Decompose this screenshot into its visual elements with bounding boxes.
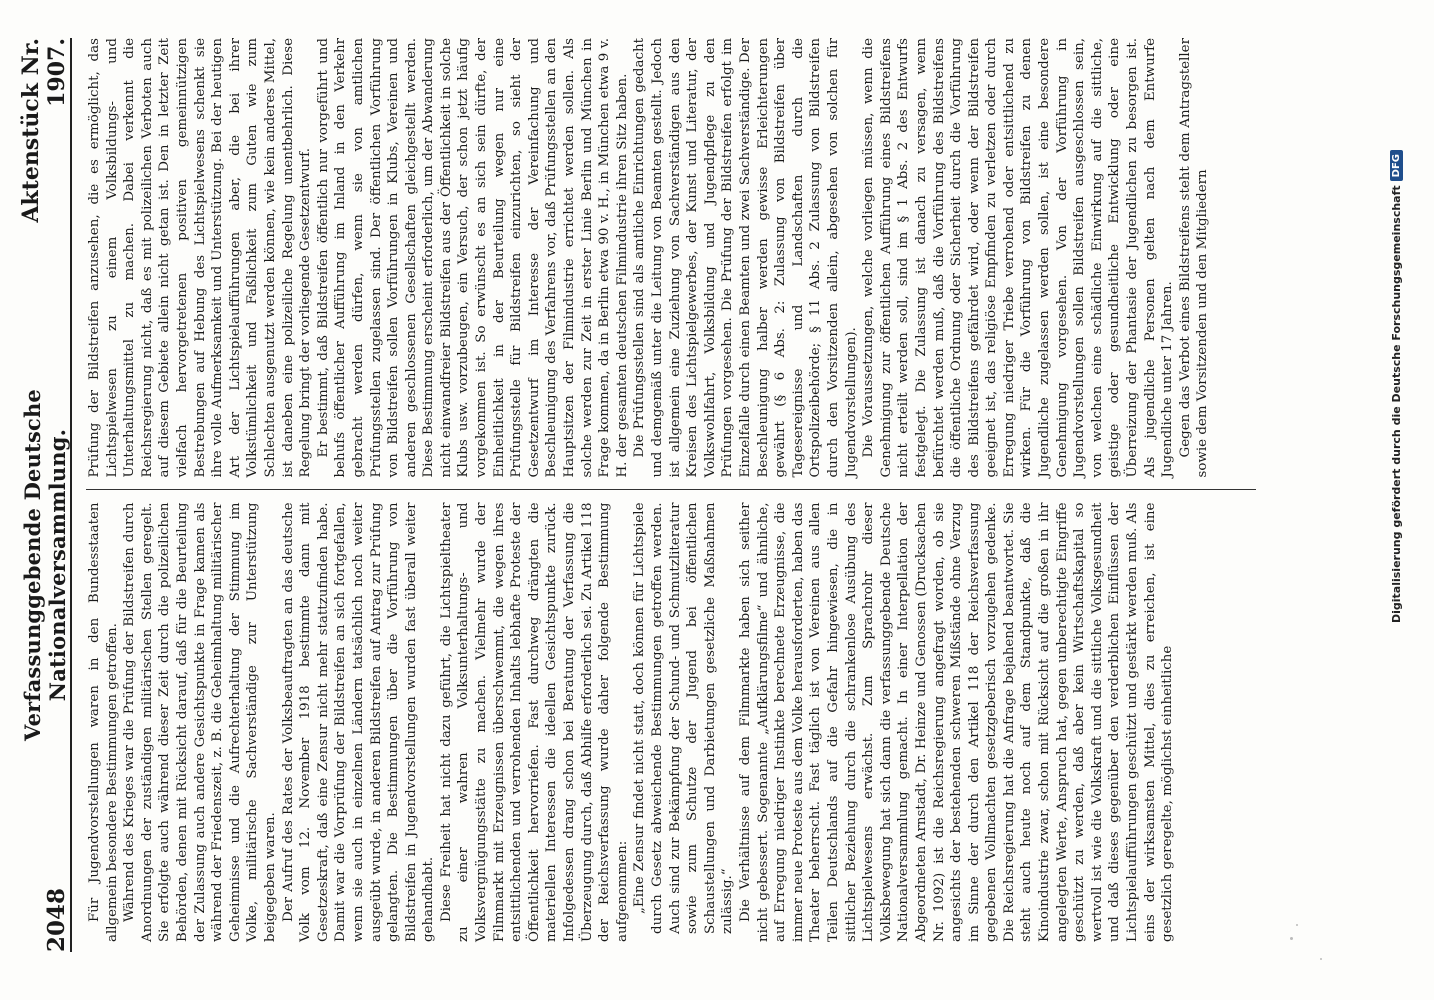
paragraph: Für Jugendvorstellungen waren in den Bundesstaaten allgemein besondere Bestimmungen getroffen. (87, 502, 120, 942)
page-header (18, 38, 72, 952)
page-number: 2048 (43, 887, 70, 952)
paragraph: Er bestimmt, daß Bildstreifen öffentlich nur vorgeführt und behufs öffentlicher Aufführung im Inland in den Verkehr gebracht werden dürfen, wenn sie von amtlichen Prüfungsstellen zugelassen sind. Der öffentlichen Vorführung von Bildstreifen sollen Vorführungen in Klubs, Vereinen und anderen geschlossenen Gesellschaften gleichgestellt werden. Diese Bestimmung erscheint erforderlich, um der Abwanderung nicht einwandfreier Bildstreifen aus der Öffentlichkeit in solche Klubs usw. vorzubeugen, ein Versuch, der schon jetzt häufig vorgekommen ist. So erwünscht es an sich sein dürfte, der Einheitlichkeit in der Beurteilung wegen nur eine Prüfungsstelle für Bildstreifen einzurichten, so sieht der Gesetzentwurf im Interesse der Vereinfachung und Beschleunigung des Verfahrens vor, daß Prüfungsstellen an den Hauptsitzen der Filmindustrie errichtet werden sollen. Als solche werden zur Zeit in erster Linie Berlin und München in Frage kommen, da in Berlin etwa 90 v. H., in München etwa 9 v. H. der gesamten deutschen Filmindustrie ihren Sitz haben. (315, 38, 630, 478)
quoted-article-paragraph: „Eine Zensur findet nicht statt, doch können für Lichtspiele durch Gesetz abweichende Bestimmungen getroffen werden. Auch sind zur Bekämpfung der Schund- und Schmutzliteratur sowie zum Schutze der Jugend bei öffentlichen Schaustellungen und Darbietungen gesetzliche Maßnahmen zulässig.“ (632, 502, 736, 934)
paragraph: Diese Freiheit hat nicht dazu geführt, die Lichtspieltheater zu einer wahren Volksunterhaltungs- und Volksvergnügungsstätte zu machen. Vielmehr wurde der Filmmarkt mit Erzeugnissen überschwemmt, die wegen ihres entsittlichenden und verrohenden Inhalts lebhafte Proteste der Öffentlichkeit hervorriefen. Fast durchweg drängten die materiellen Interessen die ideellen Gesichtspunkte zurück. Infolgedessen drang schon bei Beratung der Verfassung die Überzeugung durch, daß Abhilfe erforderlich sei. Zu Artikel 118 der Reichsverfassung wurde daher folgende Bestimmung aufgenommen: (438, 502, 630, 942)
right-column (86, 38, 1256, 478)
paragraph: Prüfung der Bildstreifen anzusehen, die es ermöglicht, das Lichtspielwesen zu einem Volksbildungs- und Unterhaltungsmittel zu machen. Dabei verkennt die Reichsregierung nicht, daß es mit polizeilichen Verboten auch auf diesem Gebiete allein nicht getan ist. Den in letzter Zeit vielfach hervorgetretenen positiven gemeinnützigen Bestrebungen auf Hebung des Lichtspielwesens schenkt sie ihre volle Aufmerksamkeit und Unterstützung. Bei der heutigen Art der Lichtspielaufführungen aber, die bei ihrer Volkstümlichkeit und Faßlichkeit zum Guten wie zum Schlechten ausgenutzt werden können, wie kein anderes Mittel, ist daneben eine polizeiliche Regelung unentbehrlich. Diese Regelung bringt der vorliegende Gesetzentwurf. (87, 38, 314, 478)
paragraph: Gegen das Verbot eines Bildstreifens steht dem Antragsteller sowie dem Vorsitzenden und den Mitgliedern (1177, 38, 1211, 478)
scan-speck (1290, 937, 1293, 940)
scan-speck (1296, 924, 1298, 926)
dfg-logo: DFG (1390, 150, 1403, 181)
scan-speck (1320, 958, 1322, 960)
digitization-credit (1386, 150, 1406, 850)
paragraph: Die Verhältnisse auf dem Filmmarkte haben sich seither nicht gebessert. Sogenannte „Aufklärungsfilme“ und ähnliche, auf Erregung niedriger Instinkte berechnete Erzeugnisse, die immer neue Proteste aus dem Volke herausforderten, haben das Theater beherrscht. Fast täglich ist von Vereinen aus allen Teilen Deutschlands auf die Gefahr hingewiesen, die in sittlicher Beziehung durch die schrankenlose Ausübung des Lichtspielwesens erwächst. Zum Sprachrohr dieser Volksbewegung hat sich dann die verfassunggebende Deutsche Nationalversammlung gemacht. In einer Interpellation der Abgeordneten Arnstadt, Dr. Heinze und Genossen (Drucksachen Nr. 1092) ist die Reichsregierung angefragt worden, ob sie angesichts der bestehenden schweren Mißstände ohne Verzug im Sinne der durch den Artikel 118 der Reichsverfassung gegebenen Vollmachten gesetzgeberisch vorzugehen gedenke. Die Reichsregierung hat die Anfrage bejahend beantwortet. Sie steht auch heute noch auf dem Standpunkte, daß die Kinoindustrie zwar, schon mit Rücksicht auf die großen in ihr angelegten Werte, Anspruch hat, gegen unberechtigte Eingriffe geschützt zu werden, daß aber kein Wirtschaftskapital so wertvoll ist wie die Volkskraft und die sittliche Volksgesundheit und daß dieses gegenüber den verderblichen Einflüssen der Lichtspielaufführungen geschützt und gestärkt werden muß. Als eins der wirksamsten Mittel, dies zu erreichen, ist eine gesetzlich geregelte, möglichst einheitliche (737, 502, 1176, 942)
text-columns (86, 38, 1256, 942)
left-column (86, 503, 1256, 943)
paragraph: Während des Krieges war die Prüfung der Bildstreifen durch Anordnungen der zuständigen militärischen Stellen geregelt. Sie erfolgte auch während dieser Zeit durch die polizeilichen Behörden, denen mit Rücksicht darauf, daß für die Beurteilung der Zulassung auch andere Gesichtspunkte in Frage kamen als während der Friedenszeit, z. B. die Geheimhaltung militärischer Geheimnisse und die Aufrechterhaltung der Stimmung im Volke, militärische Sachverständige zur Unterstützung beigegeben waren. (122, 502, 278, 942)
running-title: Verfassunggebende Deutsche Nationalversammlung. (20, 389, 70, 741)
paragraph: Die Prüfungsstellen sind als amtliche Einrichtungen gedacht und demgemäß unter die Leitung von Beamten gestellt. Jedoch ist allgemein eine Zuziehung von Sachverständigen aus den Kreisen des Lichtspielgewerbes, der Kunst und Literatur, der Volkswohlfahrt, Volksbildung und Jugendpflege zu den Prüfungen vorgesehen. Die Prüfung der Bildstreifen erfolgt im Einzelfalle durch einen Beamten und zwei Sachverständige. Der Beschleunigung halber werden gewisse Erleichterungen gewährt (§ 6 Abs. 2: Zulassung von Bildstreifen über Tagesereignisse und Landschaften durch die Ortspolizeibehörde; § 11 Abs. 2 Zulassung von Bildstreifen durch den Vorsitzenden allein, abgesehen von solchen für Jugendvorstellungen). (632, 38, 859, 478)
column-divider (86, 490, 1256, 491)
paragraph: Die Voraussetzungen, welche vorliegen müssen, wenn die Genehmigung zur öffentlichen Aufführung eines Bildstreifens nicht erteilt werden soll, sind im § 1 Abs. 2 des Entwurfs festgelegt. Die Zulassung ist danach zu versagen, wenn befürchtet werden muß, daß die Vorführung des Bildstreifens die öffentliche Ordnung oder Sicherheit durch die Vorführung des Bildstreifens gefährdet wird, oder wenn der Bildstreifen geeignet ist, das religiöse Empfinden zu verletzen oder durch Erregung niedriger Triebe verrohend oder entsittlichend zu wirken. Für die Vorführung von Bildstreifen zu denen Jugendliche zugelassen werden sollen, ist eine besondere Genehmigung vorgesehen. Von der Vorführung in Jugendvorstellungen sollen Bildstreifen ausgeschlossen sein, von welchen eine schädliche Einwirkung auf die sittliche, geistige oder gesundheitliche Entwicklung oder eine Überreizung der Phantasie der Jugendlichen zu besorgen ist. Als jugendliche Personen gelten nach dem Entwurfe Jugendliche unter 17 Jahren. (861, 38, 1176, 478)
paragraph: Der Aufruf des Rates der Volksbeauftragten an das deutsche Volk vom 12. November 1918 bestimmte dann mit Gesetzeskraft, daß eine Zensur nicht mehr stattzufinden habe. Damit war die Vorprüfung der Bildstreifen an sich fortgefallen, wenn sie auch in einzelnen Ländern tatsächlich noch weiter ausgeübt wurde, in anderen Bildstreifen auf Antrag zur Prüfung gelangten. Die Bestimmungen über die Vorführung von Bildstreifen in Jugendvorstellungen wurden fast überall weiter gehandhabt. (280, 502, 437, 942)
credit-text: Digitalisierung gefördert durch die Deutsche Forschungsgemeinschaft (1389, 185, 1403, 624)
document-number: Aktenstück Nr. 1907. (18, 38, 70, 223)
